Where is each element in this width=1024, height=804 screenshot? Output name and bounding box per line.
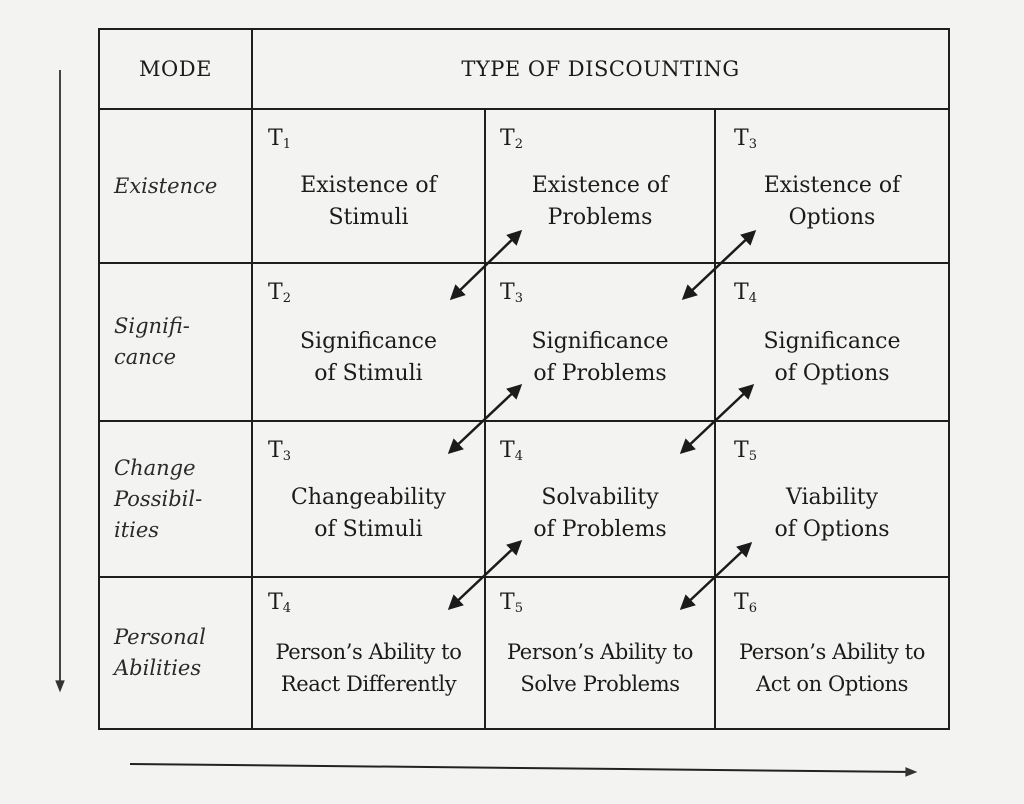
cell-text: Significance of Stimuli: [299, 329, 438, 386]
mode-change-possibilities: Change Possibil- ities: [114, 455, 203, 542]
cell-text: Existence of Options: [763, 173, 901, 230]
t-label: $T_5$: [500, 590, 523, 616]
t-label: $T_2$: [268, 280, 291, 306]
double-arrow: [682, 544, 750, 608]
cell-text: Viability of Options: [774, 485, 890, 542]
mode-existence: Existence: [114, 173, 218, 198]
t-label: $T_3$: [500, 280, 523, 306]
double-arrow: [684, 232, 754, 298]
t-label: $T_2$: [500, 126, 523, 152]
mode-personal-abilities: Personal Abilities: [114, 625, 206, 680]
cell-text: Person’s Ability to Act on Options: [739, 640, 925, 696]
cell-text: Changeability of Stimuli: [291, 485, 446, 542]
cell-text: Solvability of Problems: [533, 485, 667, 542]
t-label: $T_1$: [268, 126, 291, 152]
cell-text: Existence of Problems: [531, 173, 669, 230]
t-label: $T_4$: [500, 438, 523, 464]
mode-significance: Signifi- cance: [114, 314, 190, 369]
double-arrow: [682, 386, 752, 452]
type-of-discounting-header: TYPE OF DISCOUNTING: [461, 57, 740, 81]
mode-header: MODE: [139, 57, 212, 81]
cell-text: Person’s Ability to React Differently: [275, 640, 462, 696]
cell-text: Person’s Ability to Solve Problems: [507, 640, 693, 696]
double-arrow: [452, 232, 520, 298]
type-direction-arrow: [130, 764, 915, 772]
t-label: $T_5$: [734, 438, 757, 464]
double-arrow: [450, 386, 520, 452]
cell-text: Significance of Problems: [531, 329, 669, 386]
cell-text: Significance of Options: [763, 329, 901, 386]
t-label: $T_6$: [734, 590, 757, 616]
double-arrow: [450, 542, 520, 608]
cell-text: Existence of Stimuli: [300, 173, 437, 230]
t-label: $T_3$: [734, 126, 757, 152]
t-label: $T_4$: [268, 590, 291, 616]
t-label: $T_4$: [734, 280, 757, 306]
t-label: $T_3$: [268, 438, 291, 464]
